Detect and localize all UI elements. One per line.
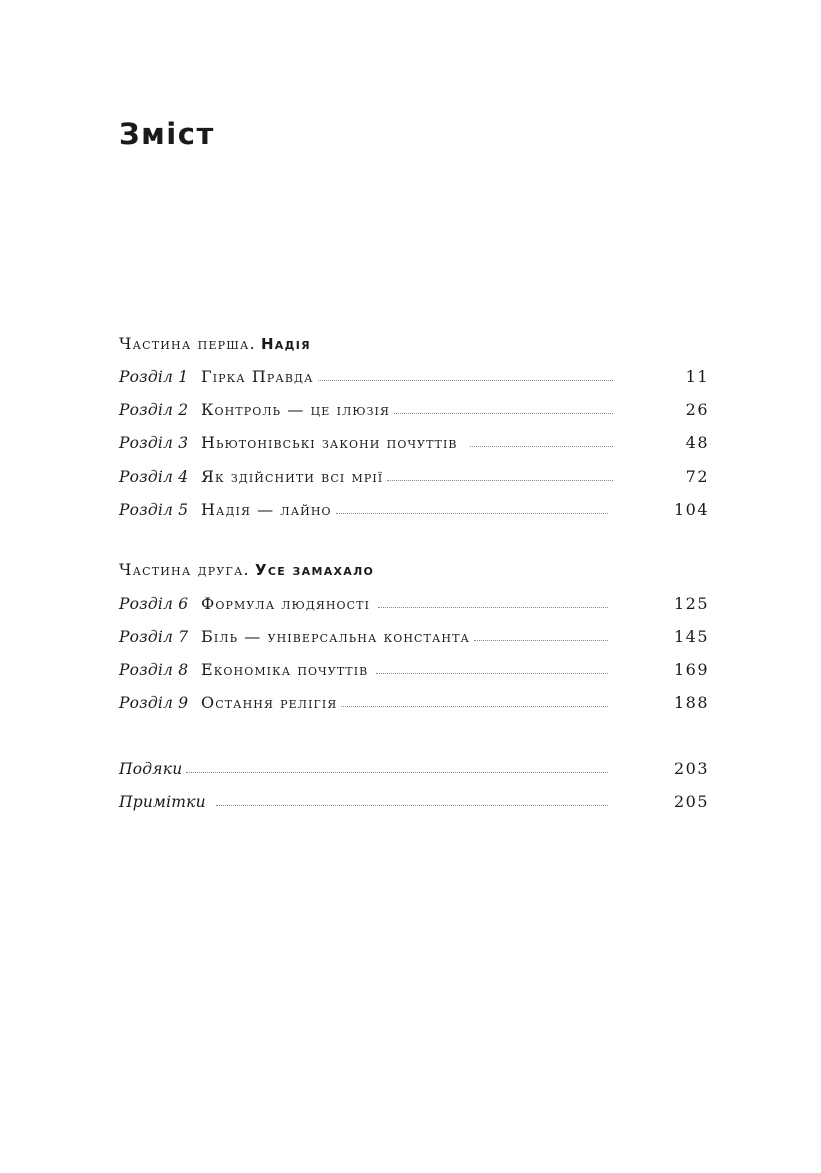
chapter-title: Економіка почуттів — [201, 660, 369, 679]
page-number: 11 — [685, 367, 709, 386]
toc-entry-chapter-6[interactable] — [119, 593, 709, 615]
dot-leader — [474, 639, 608, 641]
dot-leader — [216, 804, 608, 806]
dot-leader — [394, 412, 613, 414]
chapter-number: Розділ 6 — [119, 595, 189, 613]
toc-entry-chapter-4[interactable] — [119, 466, 709, 488]
part-title: Надія — [260, 335, 311, 353]
chapter-title: Ньютонівські закони почуттів — [201, 433, 458, 452]
dot-leader — [336, 512, 608, 514]
toc-entry-notes[interactable] — [119, 791, 709, 813]
dot-leader — [378, 606, 608, 608]
dot-leader — [341, 705, 608, 707]
chapter-title: Біль — універсальна константа — [201, 627, 470, 646]
part-heading-1 — [119, 333, 311, 355]
part-heading-2 — [119, 559, 374, 581]
chapter-number: Розділ 3 — [119, 434, 189, 452]
toc-entry-chapter-2[interactable] — [119, 399, 709, 421]
page-number: 72 — [685, 467, 709, 486]
toc-entry-chapter-9[interactable] — [119, 692, 709, 714]
page-number: 169 — [673, 660, 709, 679]
page-number: 26 — [685, 400, 709, 419]
chapter-title: Гірка Правда — [201, 367, 314, 386]
part-label: Частина перша. — [119, 334, 256, 353]
toc-entry-acknowledgements[interactable] — [119, 758, 709, 780]
page-number: 104 — [673, 500, 709, 519]
toc-entry-chapter-3[interactable] — [119, 432, 709, 454]
page-number: 125 — [673, 594, 709, 613]
page-number: 188 — [673, 693, 709, 712]
dot-leader — [376, 672, 608, 674]
page-title: Зміст — [119, 117, 215, 151]
dot-leader — [470, 445, 613, 447]
chapter-title: Контроль — це ілюзія — [201, 400, 390, 419]
part-label: Частина друга. — [119, 560, 250, 579]
chapter-number: Розділ 7 — [119, 628, 189, 646]
chapter-number: Розділ 1 — [119, 368, 189, 386]
chapter-number: Розділ 4 — [119, 468, 189, 486]
toc-entry-chapter-7[interactable] — [119, 626, 709, 648]
page-number: 145 — [673, 627, 709, 646]
dot-leader — [186, 771, 608, 773]
chapter-title: Остання релігія — [201, 693, 338, 712]
chapter-number: Розділ 2 — [119, 401, 189, 419]
back-matter-title: Примітки — [119, 793, 206, 811]
back-matter-title: Подяки — [119, 760, 183, 778]
toc-entry-chapter-8[interactable] — [119, 659, 709, 681]
page-number: 203 — [673, 759, 709, 778]
chapter-number: Розділ 5 — [119, 501, 189, 519]
page-number: 48 — [685, 433, 709, 452]
chapter-title: Формула людяності — [201, 594, 371, 613]
chapter-number: Розділ 8 — [119, 661, 189, 679]
chapter-title: Надія — лайно — [201, 500, 332, 519]
dot-leader — [318, 379, 613, 381]
toc-entry-chapter-5[interactable] — [119, 499, 709, 521]
dot-leader — [387, 479, 613, 481]
part-title: Усе замахало — [254, 561, 375, 579]
page-number: 205 — [673, 792, 709, 811]
toc-entry-chapter-1[interactable] — [119, 366, 709, 388]
chapter-number: Розділ 9 — [119, 694, 189, 712]
chapter-title: Як здійснити всі мрії — [201, 467, 384, 486]
